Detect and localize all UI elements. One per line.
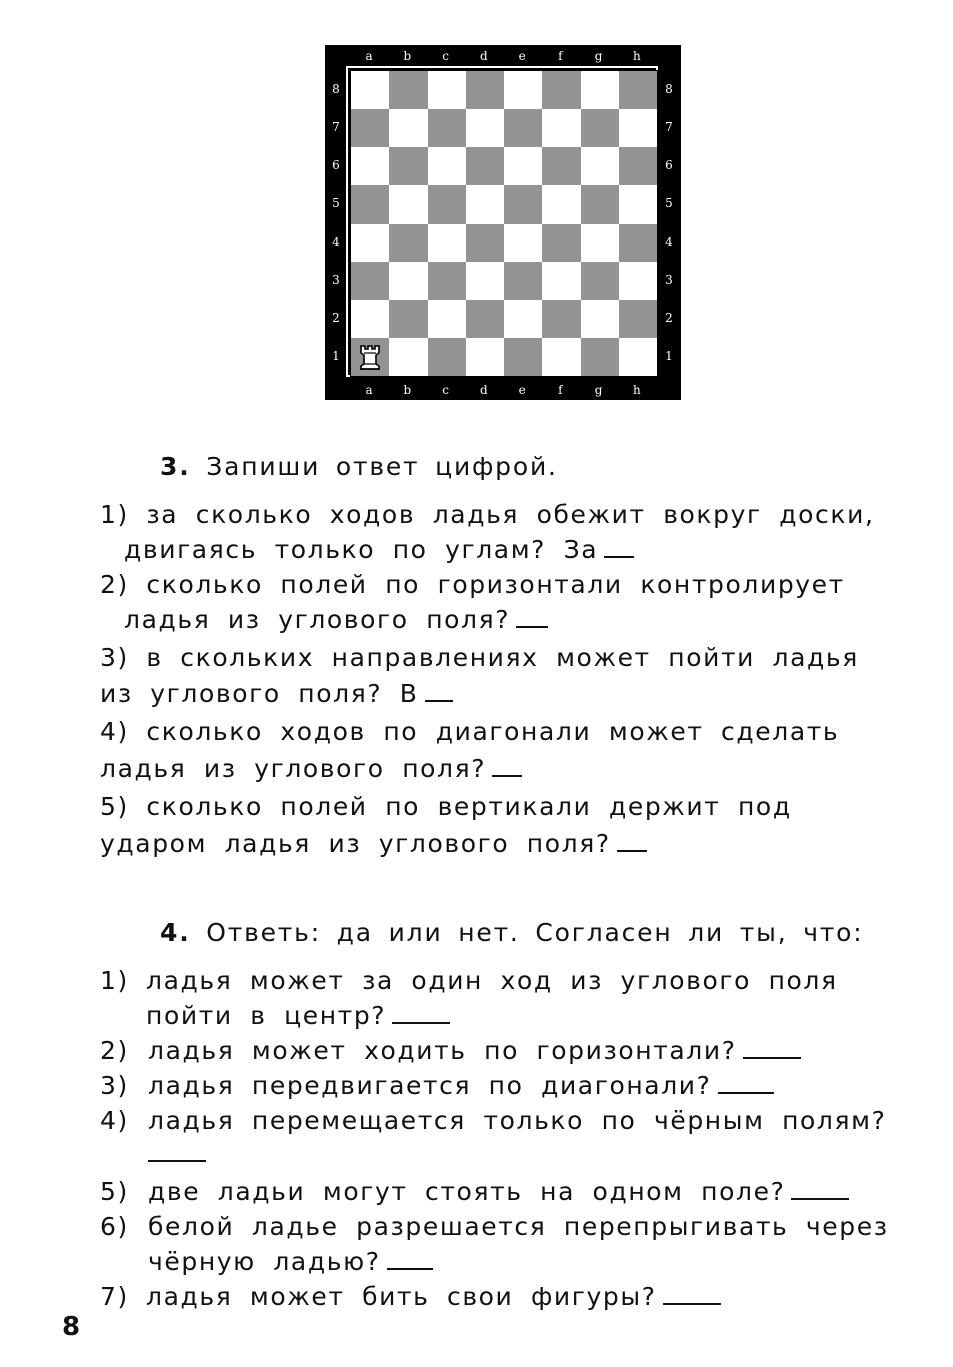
square-e8 [504,71,542,109]
file-label-a: a [365,49,373,63]
square-d1 [466,338,504,376]
square-c6 [428,147,466,185]
rank-label-2: 2 [332,310,340,325]
square-c8 [428,71,466,109]
task-4-item-5-line-1 [148,1177,849,1207]
task-4-item-2-number: 2) [100,1036,129,1065]
square-d2 [466,300,504,338]
square-a2 [351,300,389,338]
rank-label-8: 8 [665,82,673,97]
square-f6 [542,147,580,185]
file-label-d: d [480,383,488,397]
rank-label-3: 3 [665,272,673,287]
square-h4 [619,224,657,262]
square-e3 [504,262,542,300]
square-a5 [351,185,389,223]
square-g8 [581,71,619,109]
square-d6 [466,147,504,185]
task-3-item-1-text: двигаясь только по углам? За [124,535,599,564]
square-g6 [581,147,619,185]
square-b1 [389,338,427,376]
file-label-f: f [558,383,563,397]
task-4-item-6-line-2 [148,1247,433,1277]
task-3-item-4-line-2 [100,754,522,784]
task-3-item-3-text: из углового поля? В [100,679,419,708]
square-e1 [504,338,542,376]
square-c5 [428,185,466,223]
file-label-d: d [480,49,488,63]
square-f4 [542,224,580,262]
task-4-item-2-text: ладья может ходить по горизонтали? [148,1036,737,1065]
square-h1 [619,338,657,376]
answer-blank[interactable] [148,1160,206,1162]
task-4-title [160,918,863,947]
square-g2 [581,300,619,338]
rank-label-5: 5 [665,196,673,211]
page-number: 8 [62,1312,81,1342]
task-4-item-7-text: ладья может бить свои фигуры? [146,1282,657,1311]
square-g7 [581,109,619,147]
square-h2 [619,300,657,338]
square-c2 [428,300,466,338]
task-3-item-5-line-1: 5) сколько полей по вертикали держит под [100,792,792,821]
task-4-item-1-line-2 [146,1001,450,1031]
square-g1 [581,338,619,376]
rank-label-6: 6 [665,158,673,173]
file-label-c: c [442,49,449,63]
square-d4 [466,224,504,262]
square-a4 [351,224,389,262]
task-3-item-3-line-1: 3) в скольких направлениях может пойти ладья [100,643,859,672]
file-label-a: a [365,383,373,397]
task-4-heading: Ответь: да или нет. Согласен ли ты, что: [206,918,864,947]
task-4-item-4-number: 4) [100,1106,129,1135]
task-4-number: 4. [160,918,191,947]
square-g4 [581,224,619,262]
file-label-g: g [594,383,603,397]
square-e7 [504,109,542,147]
task-4-item-6-number: 6) [100,1212,129,1241]
rank-label-3: 3 [332,272,340,287]
task-3-number: 3. [160,452,191,481]
square-c3 [428,262,466,300]
answer-blank[interactable] [791,1195,849,1200]
square-b3 [389,262,427,300]
rank-label-2: 2 [665,310,673,325]
square-f1 [542,338,580,376]
square-h8 [619,71,657,109]
square-e4 [504,224,542,262]
rank-label-1: 1 [332,348,340,363]
task-4-item-1-line-1: ладья может за один ход из углового поля [146,966,838,995]
task-4-item-7-number: 7) [100,1282,129,1311]
task-3-item-5-text: ударом ладья из углового поля? [100,829,611,858]
square-c7 [428,109,466,147]
task-3-heading: Запиши ответ цифрой. [206,452,558,481]
task-3-title [160,452,558,481]
square-g3 [581,262,619,300]
square-e2 [504,300,542,338]
task-4-item-1-text: пойти в центр? [146,1001,387,1030]
square-h3 [619,262,657,300]
file-label-f: f [558,49,563,63]
task-3-item-2-line-2 [124,605,548,635]
square-e6 [504,147,542,185]
square-c1 [428,338,466,376]
file-label-c: c [442,383,449,397]
square-b6 [389,147,427,185]
task-3-item-1-line-1: 1) за сколько ходов ладья обежит вокруг доски, [100,500,875,529]
square-d7 [466,109,504,147]
square-f2 [542,300,580,338]
square-c4 [428,224,466,262]
task-4-item-6-line-1: белой ладье разрешается перепрыгивать через [148,1212,889,1241]
task-4-item-6-text: чёрную ладью? [148,1247,381,1276]
task-3-item-3-line-2 [100,679,453,709]
rank-label-4: 4 [332,234,340,249]
answer-blank[interactable] [387,1265,433,1270]
square-h6 [619,147,657,185]
task-4-item-3-line-1 [148,1071,774,1101]
answer-blank[interactable] [743,1054,801,1059]
task-4-item-1-number: 1) [100,966,129,995]
square-b7 [389,109,427,147]
task-4-item-2-line-1 [148,1036,801,1066]
square-a8 [351,71,389,109]
rank-label-5: 5 [332,196,340,211]
square-a1 [351,338,389,376]
task-4-item-3-text: ладья передвигается по диагонали? [148,1071,712,1100]
square-f8 [542,71,580,109]
square-f7 [542,109,580,147]
square-b2 [389,300,427,338]
file-label-g: g [594,49,603,63]
task-4-item-7-line-1 [146,1282,721,1312]
square-a6 [351,147,389,185]
task-4-item-4-line-1: ладья перемещается только по чёрным полям? [148,1106,887,1135]
task-3-item-4-line-1: 4) сколько ходов по диагонали может сделать [100,717,840,746]
file-label-e: e [518,49,526,63]
square-b8 [389,71,427,109]
task-3-item-2-line-1: 2) сколько полей по горизонтали контролирует [100,570,845,599]
answer-blank[interactable] [392,1019,450,1024]
task-4-item-3-number: 3) [100,1071,129,1100]
answer-blank[interactable] [516,623,548,628]
square-g5 [581,185,619,223]
rank-label-7: 7 [665,120,673,135]
square-a3 [351,262,389,300]
answer-blank[interactable] [425,697,453,702]
task-3-item-5-line-2 [100,829,647,859]
rank-label-4: 4 [665,234,673,249]
square-h5 [619,185,657,223]
rank-label-1: 1 [665,348,673,363]
chessboard [350,70,658,377]
square-d3 [466,262,504,300]
rank-label-7: 7 [332,120,340,135]
rank-label-8: 8 [332,82,340,97]
square-d8 [466,71,504,109]
square-d5 [466,185,504,223]
answer-blank[interactable] [604,553,634,558]
task-3-item-4-text: ладья из углового поля? [100,754,487,783]
answer-blank[interactable] [492,772,522,777]
file-label-h: h [633,49,641,63]
square-b4 [389,224,427,262]
answer-blank[interactable] [718,1089,774,1094]
answer-blank[interactable] [663,1300,721,1305]
square-a7 [351,109,389,147]
file-label-b: b [403,383,412,397]
file-label-h: h [633,383,641,397]
white-rook-icon [353,340,387,374]
rank-label-6: 6 [332,158,340,173]
file-label-e: e [518,383,526,397]
square-f3 [542,262,580,300]
answer-blank[interactable] [617,847,647,852]
task-3-item-2-text: ладья из углового поля? [124,605,511,634]
square-b5 [389,185,427,223]
task-4-item-5-number: 5) [100,1177,129,1206]
file-label-b: b [403,49,412,63]
square-f5 [542,185,580,223]
task-4-item-5-text: две ладьи могут стоять на одном поле? [148,1177,786,1206]
square-h7 [619,109,657,147]
square-e5 [504,185,542,223]
task-3-item-1-line-2 [124,535,634,565]
